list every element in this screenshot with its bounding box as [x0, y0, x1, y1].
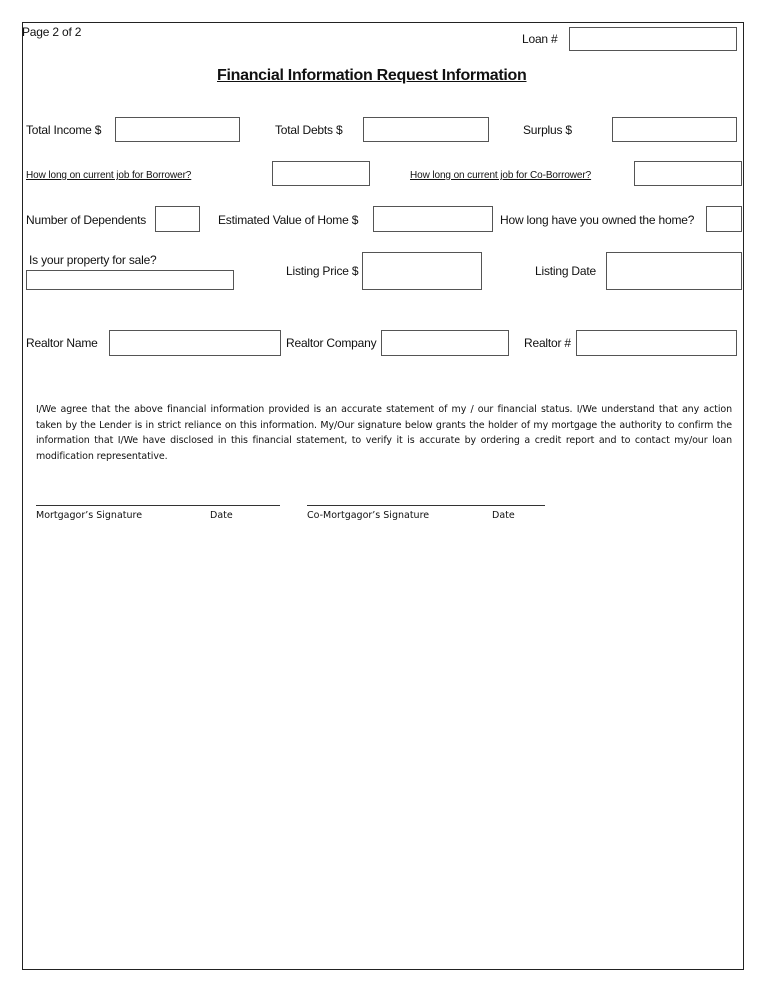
- surplus-input[interactable]: [612, 117, 737, 142]
- total-debts-input[interactable]: [363, 117, 489, 142]
- total-income-label: Total Income $: [26, 123, 102, 137]
- property-for-sale-label: Is your property for sale?: [29, 253, 157, 267]
- comortgagor-date-label: Date: [492, 510, 515, 521]
- agreement-statement: I/We agree that the above financial information provided is an accurate statement of my / our financial status. I/We understand that any action taken by the Lender is in strict reliance on this information. My/Our signature below grants the holder of my mortgage the authority to confirm the information that I/We have disclosed in this financial statement, to verify it is accurate by ordering a credit report and to contact my/our loan modification representative.: [36, 404, 732, 462]
- loan-number-label: Loan #: [522, 32, 558, 46]
- home-ownership-duration-label: How long have you owned the home?: [500, 213, 695, 227]
- realtor-number-label: Realtor #: [524, 336, 571, 350]
- dependents-input[interactable]: [155, 206, 200, 232]
- borrower-job-duration-input[interactable]: [272, 161, 370, 186]
- surplus-label: Surplus $: [523, 123, 572, 137]
- home-ownership-duration-input[interactable]: [706, 206, 742, 232]
- listing-price-input[interactable]: [362, 252, 482, 290]
- realtor-company-input[interactable]: [381, 330, 509, 356]
- home-value-input[interactable]: [373, 206, 493, 232]
- total-income-input[interactable]: [115, 117, 240, 142]
- page-indicator: Page 2 of 2: [22, 25, 82, 39]
- listing-date-input[interactable]: [606, 252, 742, 290]
- listing-date-label: Listing Date: [535, 264, 596, 278]
- realtor-name-label: Realtor Name: [26, 336, 98, 350]
- dependents-label: Number of Dependents: [26, 213, 147, 227]
- total-debts-label: Total Debts $: [275, 123, 343, 137]
- coborrower-job-duration-input[interactable]: [634, 161, 742, 186]
- realtor-number-input[interactable]: [576, 330, 737, 356]
- mortgagor-signature-line: [36, 505, 280, 506]
- home-value-label: Estimated Value of Home $: [218, 213, 359, 227]
- mortgagor-date-label: Date: [210, 510, 233, 521]
- coborrower-job-duration-label: How long on current job for Co-Borrower?: [410, 170, 592, 181]
- form-title: Financial Information Request Information: [217, 67, 527, 84]
- realtor-name-input[interactable]: [109, 330, 281, 356]
- loan-number-input[interactable]: [569, 27, 737, 51]
- listing-price-label: Listing Price $: [286, 264, 359, 278]
- borrower-job-duration-label: How long on current job for Borrower?: [26, 170, 192, 181]
- property-for-sale-input[interactable]: [26, 270, 234, 290]
- mortgagor-signature-label: Mortgagor’s Signature: [36, 510, 143, 521]
- comortgagor-signature-line: [307, 505, 545, 506]
- realtor-company-label: Realtor Company: [286, 336, 377, 350]
- comortgagor-signature-label: Co-Mortgagor’s Signature: [307, 510, 430, 521]
